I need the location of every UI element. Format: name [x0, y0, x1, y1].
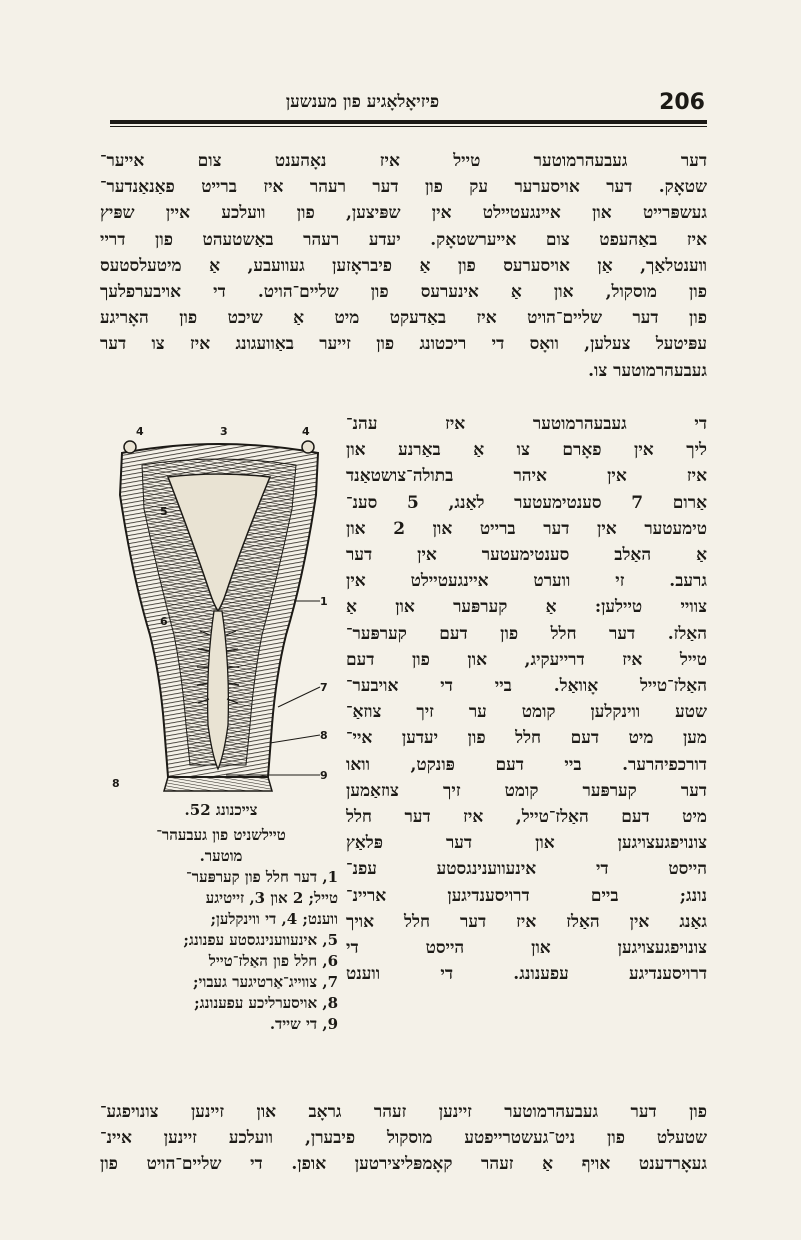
header-rule-thin	[110, 126, 707, 127]
top-paragraph	[100, 148, 707, 384]
text-line: שטאָק. דער אויסערער עק פון דער רעהר איז ברייט פאַנאַנדער־	[100, 177, 707, 198]
text-line: האַלז. דער חלל פון דעם קערפּער־	[346, 623, 707, 644]
text-line: צוויי טיילען: אַ קערפּער און אַ	[346, 597, 707, 618]
text-line: מיט דעם האַלז־טייל, איז דער חלל	[346, 807, 707, 828]
text-line: איז באַהעפט צום אייערשטאָק. יעדע רעהר באַשטעהט פון דריי	[100, 229, 707, 250]
text-line: אַ האַלב סענטימעטער אין דער	[346, 545, 707, 566]
figure-label: 8	[112, 777, 120, 790]
text-line: דרויסענדיגע עפענונג. די ווענט	[346, 964, 707, 985]
text-line: װענטלאַך, אַן אויסערעס פון אַ פיבראָזען געוועבע, אַ מיטעלסטעס	[100, 255, 707, 276]
text-line: גאַנג אין האַלז איז דער חלל אויך	[346, 911, 707, 932]
text-line: איז אין איהר בתולה־צושטאַנד	[346, 466, 707, 487]
text-line: הייסט די אינעווענינגסטע עפנ־	[346, 859, 707, 880]
caption-item: 1, דער חלל פון קערפּער־	[186, 868, 338, 886]
side-paragraph	[346, 411, 707, 987]
text-line: ליך אין פאָרם צו אַ באַרנע און	[346, 440, 707, 461]
figure-label: 8	[320, 729, 328, 742]
text-line: דורכפיהרער. ביי דעם פּונקט, וואו	[346, 754, 707, 775]
text-line: צונויפגעצויגען און הייסט די	[346, 938, 707, 959]
text-line: פון דער געבעהרמוטער זיינען זעהר גראָב און זיינען צונויפגע־	[100, 1102, 707, 1122]
text-line: געאָרדענט אויף אַ זעהר קאָמפּליצירטען אופן. די שליים־הויט פון	[100, 1154, 707, 1175]
caption-item: ווענט; 4, די ווינקלען;	[210, 910, 338, 928]
text-line: טייל איז דרייעקיג, און פון דעם	[346, 649, 707, 670]
text-line: טימעטער אין דער ברייט און 2 און	[346, 518, 707, 539]
text-line: עפּיטעל צעלען, וואָס די ריכטונג פון זייער באַוועגונג איז צו דער	[100, 334, 707, 355]
running-title: פיזיאָלאָגיע פון מענשען	[285, 92, 440, 112]
text-line: גרעב. זי ווערט איינגעטיילט אין	[346, 571, 707, 592]
text-line: מען מיט דעם חלל פון יעדען איי־	[346, 728, 707, 749]
caption-item: 6, חלל פון האַלז־טייל	[208, 952, 338, 970]
caption-item: 7, צווייג־אַרטיגער געבוי;	[193, 973, 338, 991]
text-line: צונויפגעצויגען און דער פּלאַץ	[346, 833, 707, 854]
text-line: די געבעהרמוטער איז עהנ־	[346, 414, 707, 434]
text-line: נונג; ביים דרויסענדיגען אריינ־	[346, 885, 707, 906]
figure-label: 5	[160, 505, 168, 518]
caption-title-line: טיילשניט פון געבעהר־	[156, 826, 286, 844]
text-line: שטע ווינקלען קומט ער זיך צוזאַ־	[346, 702, 707, 723]
bottom-paragraph	[100, 1099, 707, 1178]
page-number: 206	[659, 90, 705, 115]
anatomical-figure	[108, 425, 330, 795]
caption-number: צייכנונג 52.	[184, 801, 258, 819]
figure-label: 9	[320, 769, 328, 782]
figure-label: 7	[320, 681, 328, 694]
figure-label: 4	[302, 425, 310, 438]
caption-title-line: מוטער.	[199, 847, 243, 865]
figure-label: 6	[160, 615, 168, 628]
figure-caption	[104, 800, 338, 1035]
text-line: פון דער שליים־הויט איז באַדעקט מיט אַ שיכט פון האָריגע	[100, 308, 707, 329]
text-line: דער קערפּער קומט זיך צוזאַמען	[346, 780, 707, 801]
caption-item: טייל; 2 און 3, זייטיגע	[205, 889, 338, 907]
text-line: שטעלט פון ניט־געשטרייפטע מוסקול פיבערן, וועלכע זיינען איינ־	[100, 1128, 707, 1149]
page-header	[110, 90, 705, 118]
caption-item: 8, אויסערליכע עפענונג;	[194, 994, 338, 1012]
text-line: האַלז־טייל אָוואַל. ביי די אויבער־	[346, 676, 707, 697]
text-line: אַרום 7 סענטימעטער לאַנג, 5 סענ־	[346, 492, 707, 513]
text-line: געבעהרמוטער צו.	[588, 360, 707, 381]
caption-item: 5, אינעווענינגסטע עפנונג;	[183, 931, 338, 949]
figure-label: 1	[320, 595, 328, 608]
figure-label: 4	[136, 425, 144, 438]
header-rule-thick	[110, 120, 707, 124]
text-line: פון מוסקול, און אַ אינערעס פון שליים־הויט. די אויבערפלעך	[100, 282, 707, 303]
caption-item: 9, די שייד.	[269, 1015, 338, 1033]
text-line: דער געבעהרמוטער טייל איז נאָהענט צום אייער־	[100, 151, 707, 171]
figure-label: 3	[220, 425, 228, 438]
uterus-section-drawing	[108, 425, 330, 795]
text-line: געשפּרייט און איינגעטיילט אין שפּיצען, פון וועלכע איין שפּיץ	[100, 203, 707, 224]
